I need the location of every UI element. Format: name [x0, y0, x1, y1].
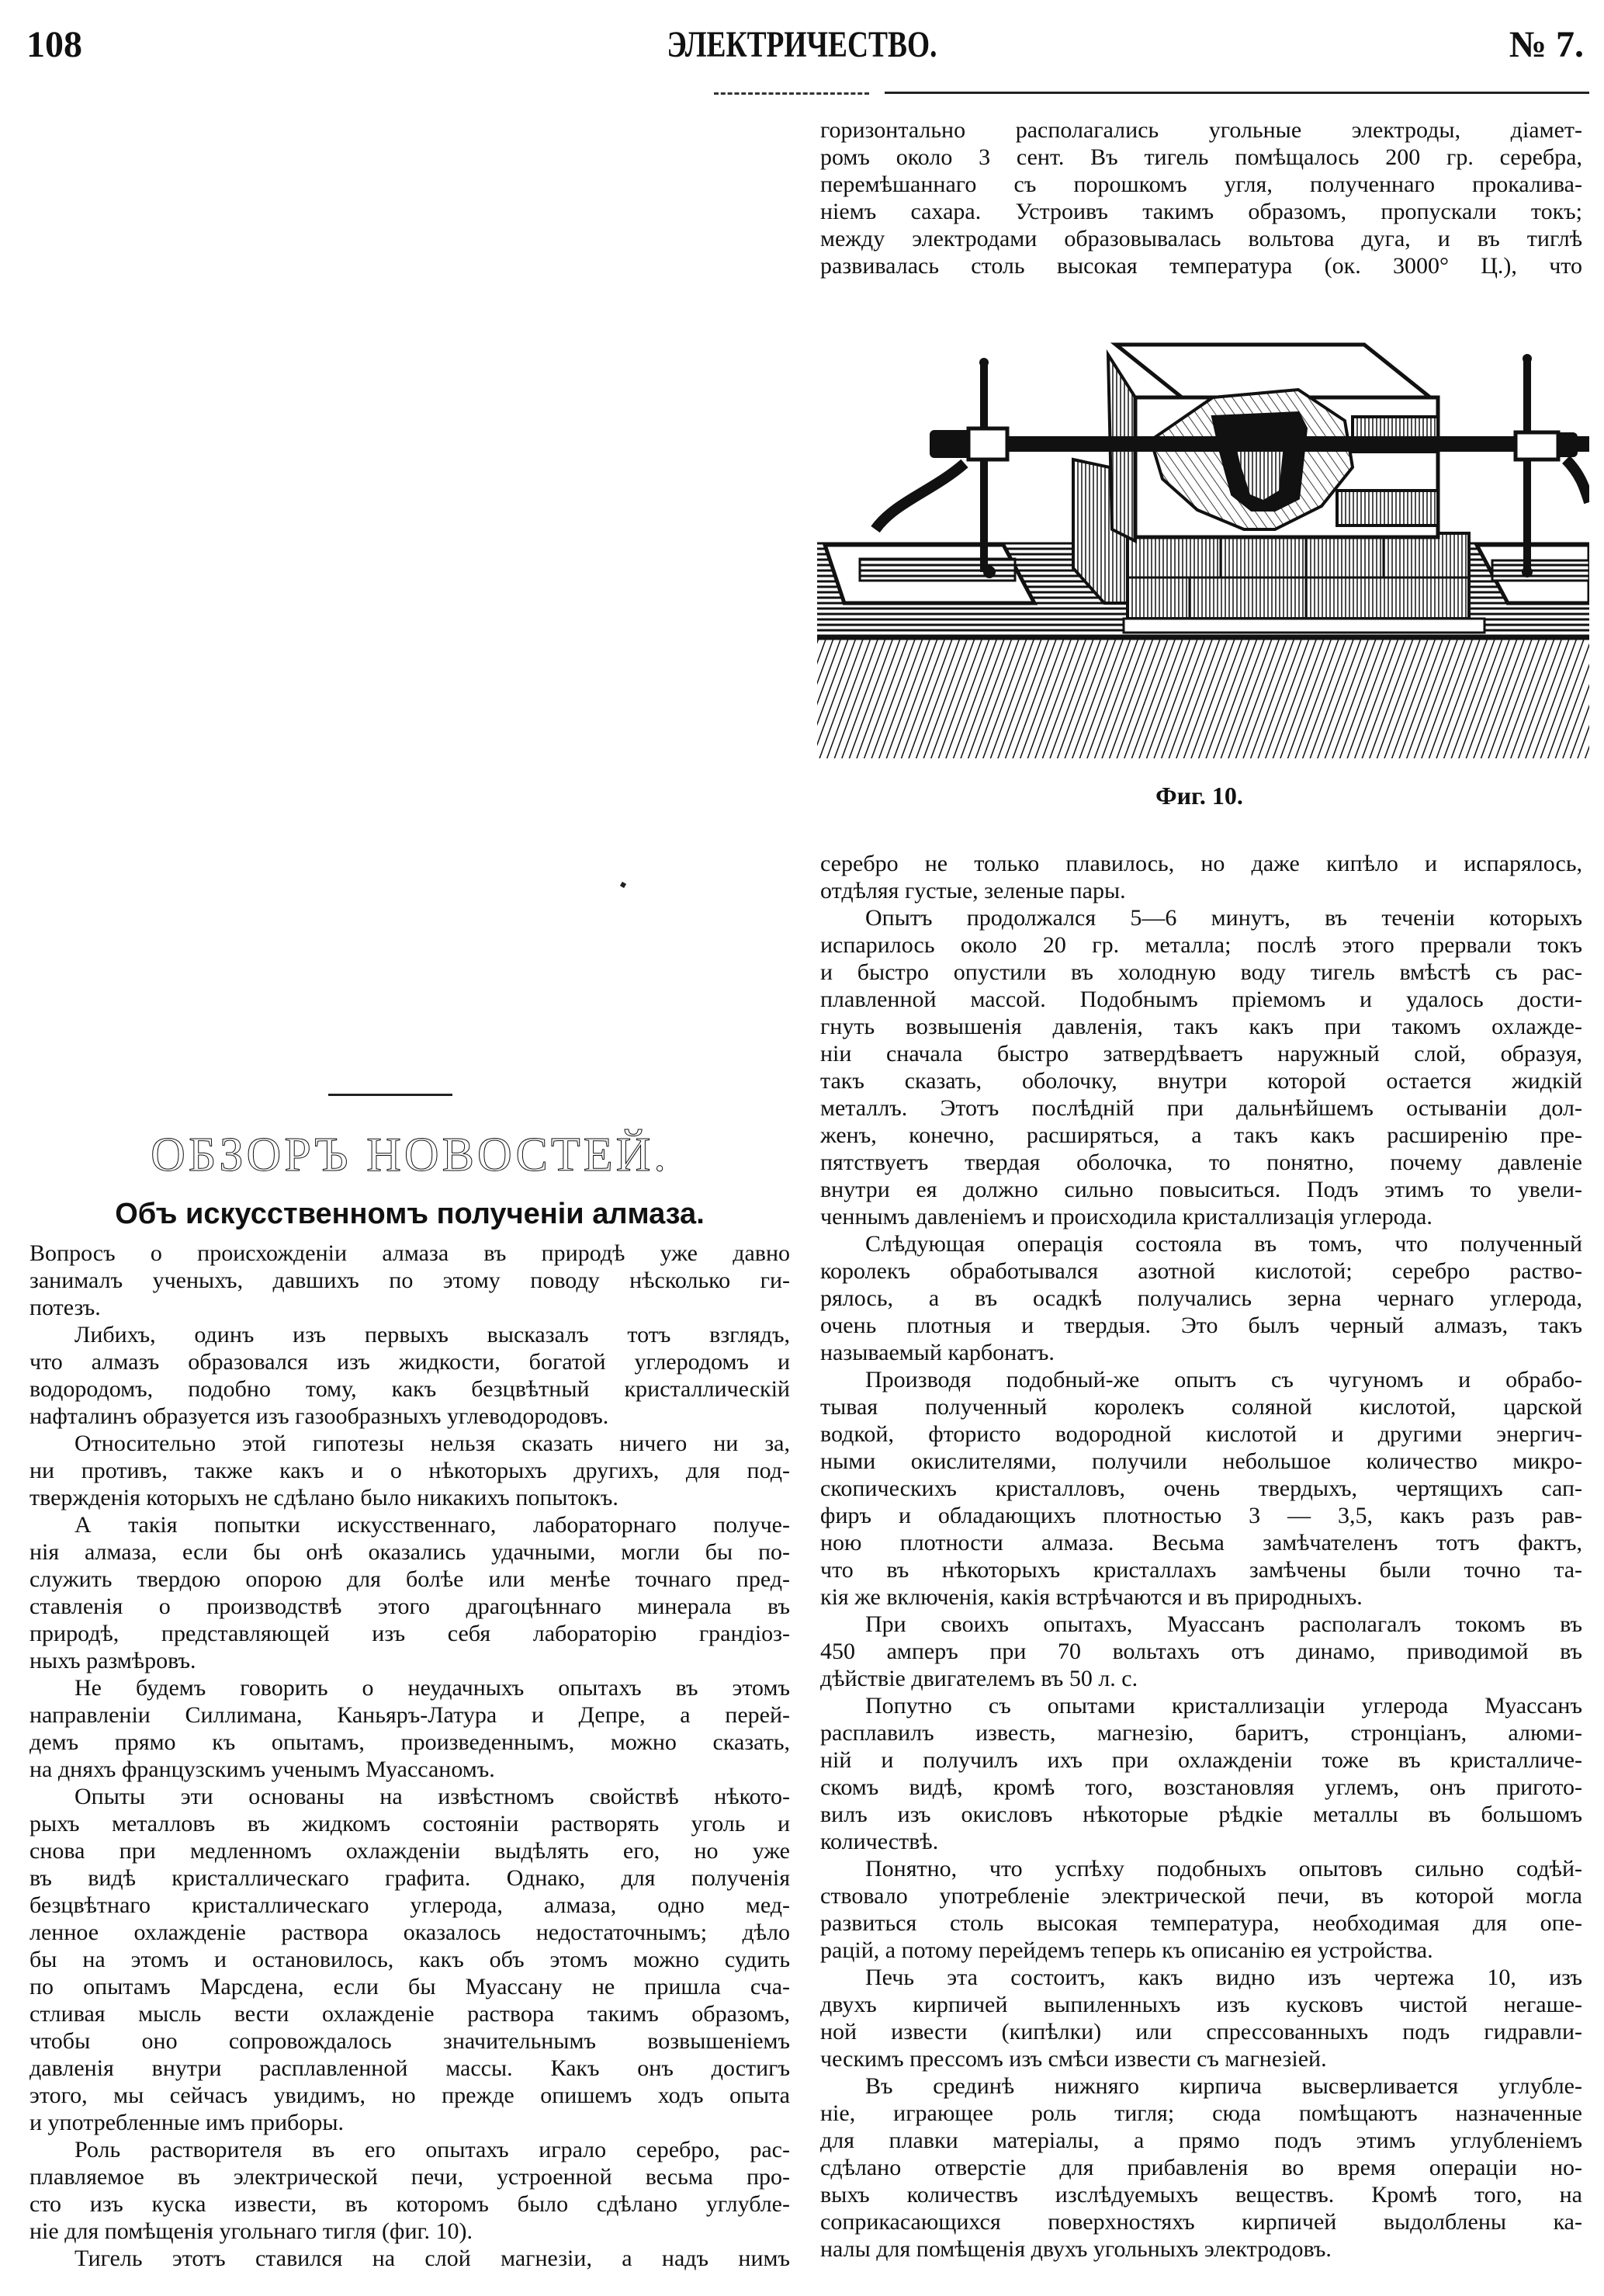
text-line: женъ, конечно, расширяться, а такъ какъ расширенію пре-: [820, 1122, 1582, 1148]
text-line: для плавки матеріалы, а прямо подъ этимъ углубленіемъ: [820, 2128, 1582, 2153]
text-line: серебро не только плавилось, но даже кипѣло и испарялось,: [820, 851, 1582, 876]
left-cable: [875, 463, 965, 529]
text-line: тывая полученный королекъ соляной кислотой, царской: [820, 1394, 1582, 1420]
text-line: давленія внутри расплавленной массы. Какъ онъ достигъ: [29, 2055, 790, 2081]
text-line: дѣйствіе двигателемъ въ 50 л. с.: [820, 1666, 1138, 1691]
issue-number: № 7.: [1509, 24, 1584, 65]
text-line: расплавилъ известь, магнезію, баритъ, стронціанъ, алюми-: [820, 1720, 1582, 1746]
text-line: испарилось около 20 гр. металла; послѣ этого прервали токъ: [820, 932, 1582, 958]
text-line: ной извести (кипѣлки) или спрессованныхъ подъ гидравли-: [820, 2019, 1582, 2045]
text-line: ніемъ сахара. Устроивъ такимъ образомъ, пропускали токъ;: [820, 199, 1582, 224]
ground-hatching: [817, 634, 1589, 758]
text-line: развиться столь высокая температура, необходимая для опе-: [820, 1910, 1582, 1936]
text-line: фиръ и обладающихъ плотностью 3 — 3,5, какъ разъ рав-: [820, 1503, 1582, 1528]
text-line: на дняхъ французскимъ ученымъ Муассаномъ.: [29, 1757, 495, 1782]
text-line: ромъ около 3 сент. Въ тигель помѣщалось 200 гр. серебра,: [820, 144, 1582, 170]
text-line: ніе, играющее роль тигля; сюда помѣщаютъ назначенные: [820, 2100, 1582, 2126]
text-line: выхъ количествъ изслѣдуемыхъ веществъ. Кромѣ того, на: [820, 2182, 1582, 2208]
text-line: скопическихъ кристалловъ, очень твердыхъ, чертящихъ сап-: [820, 1476, 1582, 1501]
text-line: и употребленные имъ приборы.: [29, 2110, 344, 2135]
text-line: налы для помѣщенія двухъ угольныхъ электродовъ.: [820, 2236, 1332, 2262]
text-line: Опыты эти основаны на извѣстномъ свойствѣ нѣкото-: [74, 1784, 790, 1809]
text-line: Опытъ продолжался 5—6 минутъ, въ теченіи которыхъ: [865, 905, 1582, 931]
text-line: Слѣдующая операція состояла въ томъ, что полученный: [865, 1231, 1582, 1257]
text-line: такъ сказать, оболочку, внутри которой остается жидкій: [820, 1068, 1582, 1094]
text-line: Производя подобный-же опытъ съ чугуномъ и обрабо-: [865, 1367, 1582, 1393]
text-line: рялось, а въ осадкѣ получались зерна чернаго углерода,: [820, 1285, 1582, 1311]
text-line: ніи сначала быстро затвердѣваетъ наружный слой, образуя,: [820, 1041, 1582, 1066]
text-line: ною плотности алмаза. Весьма замѣчателенъ тотъ фактъ,: [820, 1530, 1582, 1556]
text-line: ніе для помѣщенія угольнаго тигля (фиг. 10).: [29, 2218, 473, 2244]
text-line: внутри ея должно сильно повыситься. Подъ этимъ то увели-: [820, 1177, 1582, 1202]
text-line: служить твердою опорою для болѣе или менѣе точнаго пред-: [29, 1566, 790, 1592]
article-subheading: Объ искусственномъ полученіи алмаза.: [115, 1198, 705, 1230]
text-line: демъ прямо къ опытамъ, произведеннымъ, можно сказать,: [29, 1729, 790, 1755]
text-line: ствовало употребленіе электрической печи, въ которой могла: [820, 1883, 1582, 1909]
print-speck: [620, 882, 626, 888]
text-line: перемѣшаннаго съ порошкомъ угля, полученнаго прокалива-: [820, 172, 1582, 197]
text-line: нафталинъ образуется изъ газообразныхъ углеводородовъ.: [29, 1403, 609, 1429]
text-line: направленіи Силлимана, Каньяръ-Латура и Депре, а перей-: [29, 1702, 790, 1728]
section-divider: [328, 1094, 452, 1096]
page-number: 108: [26, 24, 82, 65]
text-line: ныхъ размѣровъ.: [29, 1648, 196, 1673]
text-line: очень плотныя и твердыя. Это былъ черный алмазъ, такъ: [820, 1313, 1582, 1338]
text-line: ній и получилъ ихъ при охлажденіи тоже въ кристалличе-: [820, 1747, 1582, 1773]
text-line: развивалась столь высокая температура (ок. 3000° Ц.), что: [820, 253, 1582, 279]
text-line: водкой, фтористо водородной кислотой и другими энергич-: [820, 1421, 1582, 1447]
left-stand-rod: [980, 362, 988, 572]
right-column-top: [820, 116, 1582, 279]
text-line: снова при медленномъ охлажденіи выдѣлять его, но уже: [29, 1838, 790, 1864]
text-line: рыхъ металловъ въ жидкомъ состояніи растворять уголь и: [29, 1811, 790, 1836]
section-heading: ОБЗОРЪ НОВОСТЕЙ.: [151, 1129, 669, 1181]
electric-furnace-illustration-icon: [809, 335, 1589, 758]
text-line: безцвѣтнаго кристаллическаго углерода, алмаза, одно мед-: [29, 1892, 790, 1918]
text-line: Вопросъ о происхожденіи алмаза въ природѣ уже давно: [29, 1240, 790, 1266]
text-line: что алмазъ образовался изъ жидкости, богатой углеродомъ и: [29, 1349, 790, 1375]
text-line: природѣ, представляющей изъ себя лабораторію грандіоз-: [29, 1621, 790, 1646]
text-line: занималъ ученыхъ, давшихъ по этому поводу нѣсколько ги-: [29, 1268, 790, 1293]
journal-title: ЭЛЕКТРИЧЕСТВО.: [667, 24, 937, 65]
text-line: называемый карбонатъ.: [820, 1340, 1055, 1365]
text-line: гнуть возвышенія давленія, такъ какъ при такомъ охлажде-: [820, 1014, 1582, 1039]
text-line: Тигель этотъ ставился на слой магнезіи, а надъ нимъ: [74, 2246, 790, 2271]
text-line: плавляемое въ электрической печи, устроенной весьма про-: [29, 2164, 790, 2190]
text-line: пятствуетъ твердая оболочка, то понятно, почему давленіе: [820, 1150, 1582, 1175]
text-line: этого, мы сейчасъ увидимъ, но прежде опишемъ ходъ опыта: [29, 2083, 790, 2108]
right-stand-rod: [1523, 359, 1531, 572]
text-line: по опытамъ Марсдена, если бы Муассану не пришла сча-: [29, 1974, 790, 1999]
text-line: Понятно, что успѣху подобныхъ опытовъ сильно содѣй-: [865, 1856, 1582, 1882]
text-line: кія же включенія, какія встрѣчаются и въ природныхъ.: [820, 1584, 1363, 1610]
text-line: ческимъ прессомъ изъ смѣси извести съ магнезіей.: [820, 2046, 1327, 2072]
figure-electric-furnace: [809, 335, 1589, 758]
text-line: При своихъ опытахъ, Муассанъ располагалъ токомъ въ: [865, 1611, 1582, 1637]
text-line: рацій, а потому перейдемъ теперь къ описанію ея устройства.: [820, 1937, 1433, 1963]
text-line: 450 амперъ при 70 вольтахъ отъ динамо, приводимой въ: [820, 1639, 1582, 1664]
text-line: ленное охлажденіе раствора оказалось недостаточнымъ; дѣло: [29, 1920, 790, 1945]
text-line: отдѣляя густые, зеленые пары.: [820, 878, 1126, 903]
right-cable: [1566, 460, 1589, 502]
text-line: сдѣлано отверстіе для прибавленія во время операціи но-: [820, 2155, 1582, 2180]
left-column-body: [29, 1240, 790, 2272]
text-line: Относительно этой гипотезы нельзя сказать ничего ни за,: [74, 1431, 790, 1456]
text-line: плавленной массой. Подобнымъ пріемомъ и удалось дости-: [820, 987, 1582, 1012]
header-rule: [885, 92, 1589, 94]
text-line: бы на этомъ и остановилось, какъ объ этомъ можно судить: [29, 1947, 790, 1972]
text-line: и быстро опустили въ холодную воду тигель вмѣстѣ съ рас-: [820, 959, 1582, 985]
text-line: металлъ. Этотъ послѣдній при дальнѣйшемъ остываніи дол-: [820, 1095, 1582, 1121]
text-line: твержденія которыхъ не сдѣлано было никакихъ попытокъ.: [29, 1485, 618, 1510]
text-line: водородомъ, подобно тому, какъ безцвѣтный кристаллическій: [29, 1376, 790, 1402]
text-line: Печь эта состоитъ, какъ видно изъ чертежа 10, изъ: [865, 1965, 1582, 1990]
text-line: Не будемъ говорить о неудачныхъ опытахъ въ этомъ: [74, 1675, 790, 1701]
text-line: ставленія о производствѣ этого драгоцѣннаго минерала въ: [29, 1594, 790, 1619]
text-line: нія алмаза, если бы онѣ оказались удачными, могли бы по-: [29, 1539, 790, 1565]
lower-brick: [1128, 533, 1469, 619]
text-line: А такія попытки искусственнаго, лабораторнаго получе-: [74, 1512, 790, 1538]
text-line: скомъ видѣ, кромѣ того, возстановляя углемъ, онъ пригото-: [820, 1774, 1582, 1800]
text-line: ни противъ, также какъ и о нѣкоторыхъ другихъ, для под-: [29, 1458, 790, 1483]
text-line: Либихъ, одинъ изъ первыхъ высказалъ тотъ взглядъ,: [74, 1322, 790, 1347]
text-line: Въ срединѣ нижняго кирпича высверливается углубле-: [865, 2073, 1582, 2099]
text-line: сто изъ куска извести, въ которомъ было сдѣлано углубле-: [29, 2191, 790, 2217]
text-line: горизонтально располагались угольные электроды, діамет-: [820, 117, 1582, 143]
carbon-electrode-rod: [934, 436, 1589, 452]
right-column-bottom: [820, 850, 1582, 2263]
text-line: чтобы оно сопровождалось значительнымъ возвышеніемъ: [29, 2028, 790, 2054]
text-line: что въ нѣкоторыхъ кристаллахъ замѣчены были точно та-: [820, 1557, 1582, 1583]
text-line: ченнымъ давленіемъ и происходила кристаллизація углерода.: [820, 1204, 1433, 1230]
text-line: потезъ.: [29, 1295, 101, 1320]
text-line: между электродами образовывалась вольтова дуга, и въ тиглѣ: [820, 226, 1582, 251]
text-line: Роль растворителя въ его опытахъ играло серебро, рас-: [74, 2137, 790, 2162]
upper-brick-top: [1116, 345, 1430, 397]
text-line: двухъ кирпичей выпиленныхъ изъ кусковъ чистой негаше-: [820, 1992, 1582, 2017]
text-line: Попутно съ опытами кристаллизаціи углерода Муассанъ: [865, 1693, 1582, 1719]
text-line: ными окислителями, получили небольшое количество микро-: [820, 1448, 1582, 1474]
text-line: количествѣ.: [820, 1829, 939, 1854]
text-line: стливая мысль вести охлажденіе раствора такимъ образомъ,: [29, 2001, 790, 2027]
text-line: королекъ обработывался азотной кислотой; серебро раство-: [820, 1258, 1582, 1284]
text-line: соприкасающихся поверхностяхъ кирпичей выдолблены ка-: [820, 2209, 1582, 2235]
text-line: вилъ изъ окисловъ нѣкоторые рѣдкіе металлы въ большомъ: [820, 1802, 1582, 1827]
text-line: въ видѣ кристаллическаго графита. Однако, для полученія: [29, 1865, 790, 1891]
header-rule-dashed: [714, 92, 869, 95]
figure-caption: Фиг. 10.: [1155, 782, 1243, 810]
